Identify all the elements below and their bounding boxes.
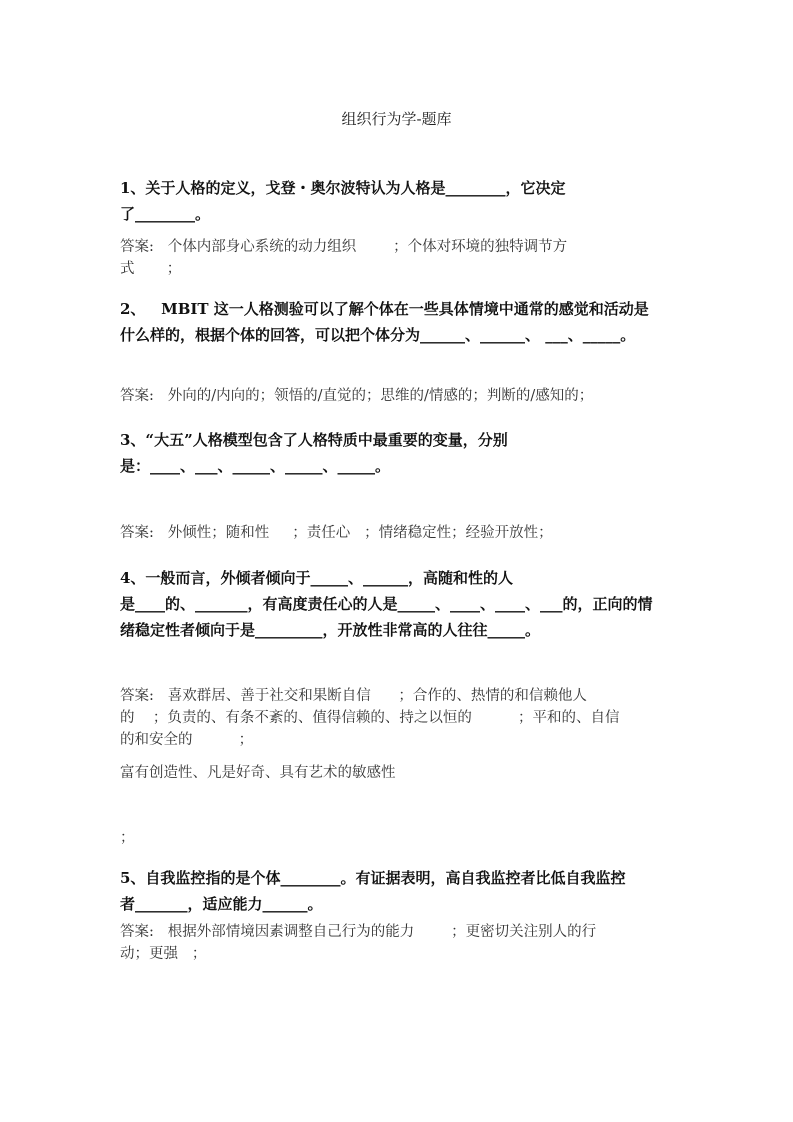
answer-1 [120, 236, 680, 280]
answer-4-line-3: 的和安全的 ； [120, 732, 254, 748]
question-3-line-1: 3、“大五”人格模型包含了人格特质中最重要的变量，分别 [120, 431, 508, 449]
answer-2-line-1: 答案: 外向的/内向的；领悟的/直觉的；思维的/情感的；判断的/感知的； [120, 388, 594, 404]
answer-4-line-4: 富有创造性、凡是好奇、具有艺术的敏感性 [120, 765, 396, 781]
question-1-line-1: 1、关于人格的定义，戈登・奥尔波特认为人格是________，它决定 [120, 179, 566, 197]
question-3-line-2: 是：____、___、_____、_____、_____。 [120, 457, 391, 475]
question-3 [120, 427, 680, 479]
question-4-line-2: 是____的、_______，有高度责任心的人是_____、____、____、___的，正向的情 [120, 595, 653, 613]
answer-4-line-2: 的 ；负责的、有条不紊的、值得信赖的、持之以恒的 ；平和的、自信 [120, 710, 620, 726]
answer-3 [120, 522, 680, 544]
answer-4-end [120, 827, 680, 849]
answer-1-line-1: 答案: 个体内部身心系统的动力组织 ；个体对环境的独特调节方 [120, 239, 568, 255]
answer-3-line-1: 答案: 外倾性；随和性 ；责任心 ；情绪稳定性；经验开放性； [120, 525, 553, 541]
answer-4-line-1: 答案: 喜欢群居、善于社交和果断自信 ；合作的、热情的和信赖他人 [120, 688, 587, 704]
question-2-line-2: 什么样的，根据个体的回答，可以把个体分为______、______、 ___、_____。 [120, 326, 636, 344]
question-5 [120, 865, 680, 917]
answer-4 [120, 685, 680, 751]
answer-5-line-1: 答案: 根据外部情境因素调整自己行为的能力 ；更密切关注别人的行 [120, 924, 597, 940]
page-title: 组织行为学-题库 [341, 110, 452, 128]
question-1-line-2: 了________。 [120, 205, 211, 223]
answer-5 [120, 921, 680, 965]
question-4-line-1: 4、一般而言，外倾者倾向于_____、______，高随和性的人 [120, 569, 513, 587]
answer-4-line-5: ； [120, 830, 135, 846]
question-5-line-1: 5、自我监控指的是个体________。有证据表明，高自我监控者比低自我监控 [120, 869, 626, 887]
question-2 [120, 296, 680, 348]
question-2-line-1: 2、 MBIT 这一人格测验可以了解个体在一些具体情境中通常的感觉和活动是 [120, 300, 649, 318]
answer-5-line-2: 动；更强 ； [120, 946, 207, 962]
answer-4-continuation [120, 762, 680, 784]
question-1 [120, 175, 680, 227]
answer-2 [120, 385, 680, 407]
answer-1-line-2: 式 ； [120, 261, 182, 277]
question-5-line-2: 者_______，适应能力______。 [120, 895, 323, 913]
question-4 [120, 565, 680, 643]
question-4-line-3: 绪稳定性者倾向于是_________，开放性非常高的人往往_____。 [120, 621, 541, 639]
